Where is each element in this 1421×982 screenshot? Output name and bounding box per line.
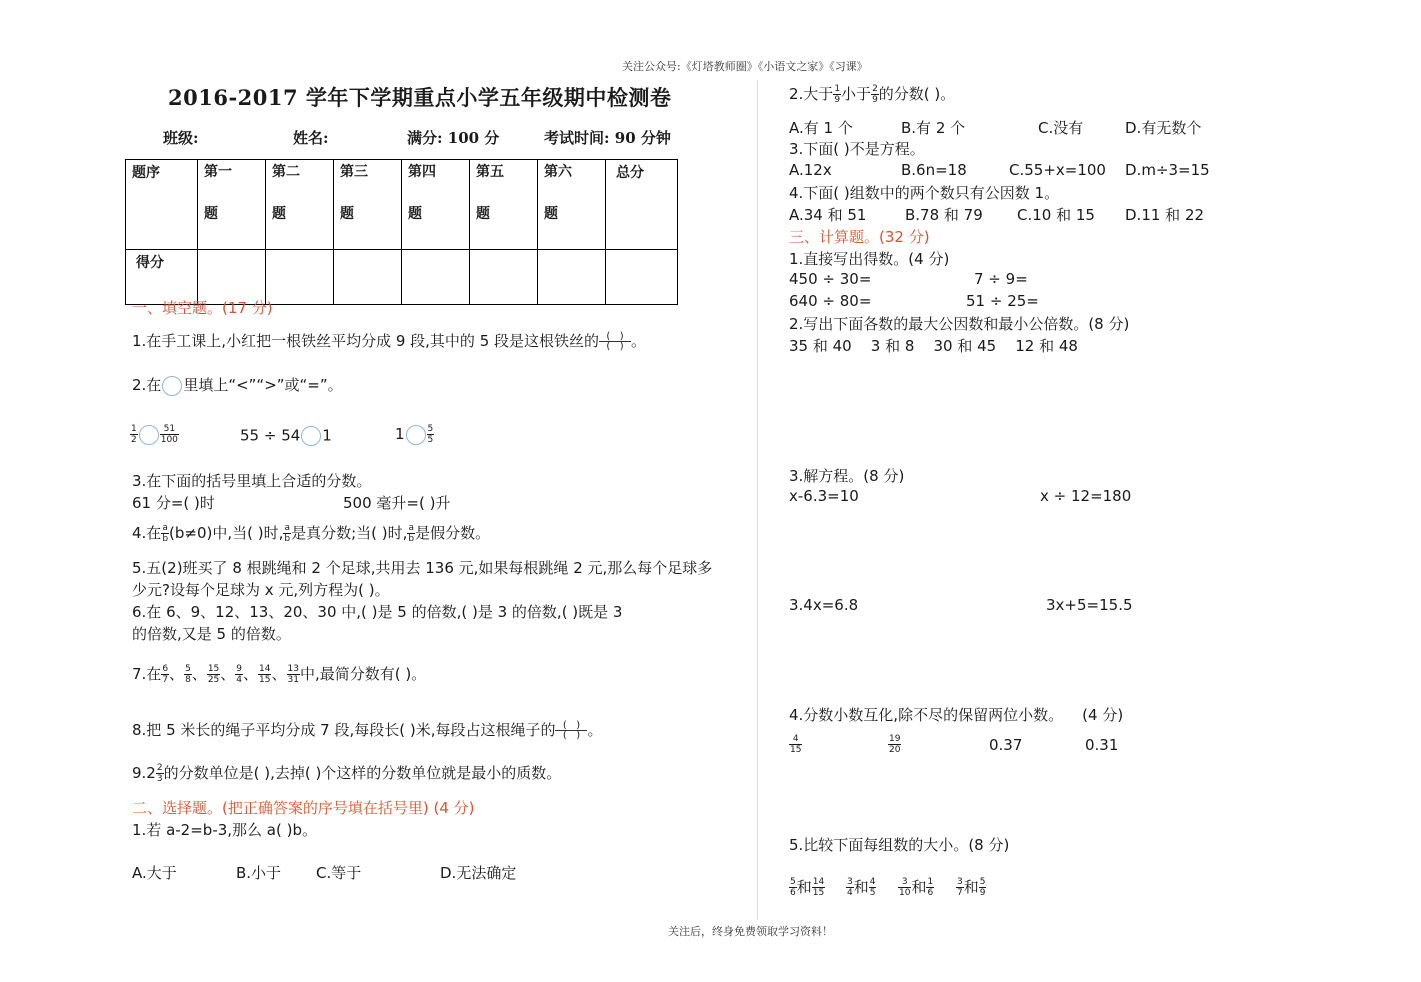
calc-1a: 450 ÷ 30=	[789, 270, 872, 288]
choice-1-opt-d: D.无法确定	[440, 864, 517, 882]
footer-note: 关注后，终身免费领取学习资料！	[668, 925, 833, 938]
fraction: $\frac{3}{10}$	[899, 877, 911, 898]
choice-2-opt-a: A.有 1 个	[789, 119, 853, 137]
calc-1b: 7 ÷ 9=	[974, 270, 1028, 288]
score-header-cell: 第二 题	[266, 160, 334, 250]
question-2-items	[130, 424, 179, 445]
score-cell[interactable]	[470, 250, 538, 305]
q2-text: 2.在	[132, 376, 162, 394]
calc-3a: x-6.3=10	[789, 487, 859, 505]
score-table	[125, 159, 678, 305]
question-6b: 的倍数,又是 5 的倍数。	[132, 625, 291, 643]
calc-4-item-2	[888, 734, 901, 755]
choice-3-opt-a: A.12x	[789, 161, 832, 179]
choice-2-opt-d: D.有无数个	[1125, 119, 1202, 137]
choice-3-opt-d: D.m÷3=15	[1125, 161, 1210, 179]
choice-2-opt-b: B.有 2 个	[901, 119, 966, 137]
choice-1-opt-b: B.小于	[236, 864, 282, 882]
question-2-item-2: 55 ÷ 54 1	[240, 426, 332, 445]
question-8: 8.把 5 米长的绳子平均分成 7 段,每段长( )米,每段占这根绳子的 ( ) ( ) 。	[132, 720, 603, 741]
compare-circle[interactable]	[162, 376, 182, 396]
fraction: $\frac{2}{9}$	[872, 84, 878, 105]
fraction: $\frac{5}{8}$	[185, 664, 191, 685]
question-7: 7.在 $\frac{6}{7}$ 、 $\frac{5}{8}$ 、 $\frac{15}{25}$ 、 $\frac{9}{4}$ 、 $\frac{14}{15}$ 、 $\frac{13}{31}$ 中,最简分数有( )。	[132, 664, 427, 685]
score-cell[interactable]	[402, 250, 470, 305]
fraction: $\frac{9}{4}$	[236, 664, 243, 685]
calc-4-items	[789, 734, 802, 755]
score-cell[interactable]	[606, 250, 678, 305]
calc-1d: 51 ÷ 25=	[966, 292, 1039, 310]
question-5b: 少元?设每个足球为 x 元,列方程为( )。	[132, 581, 390, 599]
calc-3d: 3x+5=15.5	[1046, 596, 1133, 614]
fraction: $\frac{1}{6}$	[927, 877, 934, 898]
calc-5-pair-1: $\frac{5}{6}$ 和 $\frac{14}{15}$	[790, 877, 825, 898]
choice-4-opt-b: B.78 和 79	[905, 206, 983, 224]
choice-4: 4.下面( )组数中的两个数只有公因数 1。	[789, 184, 1060, 202]
choice-3-opt-c: C.55+x=100	[1009, 161, 1106, 179]
section-choice: 二、选择题。(把正确答案的序号填在括号里) (4 分)	[132, 799, 475, 817]
calc-1: 1.直接写出得数。(4 分)	[789, 250, 950, 268]
calc-5-pair-3: $\frac{3}{10}$ 和 $\frac{1}{6}$	[899, 877, 934, 898]
score-cell[interactable]	[538, 250, 606, 305]
compare-circle[interactable]	[139, 425, 159, 445]
question-2-item-3: 1 $\frac{5}{5}$	[395, 424, 434, 445]
choice-3-opt-b: B.6n=18	[901, 161, 967, 179]
calc-3: 3.解方程。(8 分)	[789, 467, 905, 485]
choice-1-opt-a: A.大于	[132, 864, 177, 882]
fraction: $\frac{a}{b}$	[284, 523, 291, 544]
calc-1c: 640 ÷ 80=	[789, 292, 872, 310]
score-cell[interactable]	[334, 250, 402, 305]
score-header-cell: 第六 题	[538, 160, 606, 250]
choice-4-opt-d: D.11 和 22	[1125, 206, 1205, 224]
score-header-cell: 第四 题	[402, 160, 470, 250]
fraction: $\frac{14}{15}$	[812, 877, 825, 898]
score-cell[interactable]	[266, 250, 334, 305]
calc-2a: 35 和 40 3 和 8 30 和 45 12 和 48	[789, 337, 1078, 355]
full-score-label: 满分: 100 分	[407, 129, 500, 147]
compare-circle[interactable]	[301, 426, 321, 446]
fraction: $\frac{6}{7}$	[162, 664, 169, 685]
question-2	[132, 374, 343, 396]
fraction: $\frac{2}{3}$	[156, 763, 163, 784]
compare-circle[interactable]	[406, 425, 426, 445]
fraction: $\frac{3}{4}$	[847, 877, 853, 898]
fraction: $\frac{19}{20}$	[889, 734, 901, 755]
blank-fraction[interactable]: ( ) ( )	[555, 721, 587, 740]
question-3a: 61 分=( )时	[132, 494, 215, 512]
question-1: 1.在手工课上,小红把一根铁丝平均分成 9 段,其中的 5 段是这根铁丝的 ( ) ( ) 。	[132, 331, 647, 352]
question-5a: 5.五(2)班买了 8 根跳绳和 2 个足球,共用去 136 元,如果每根跳绳 2 元,那么每个足球多	[132, 559, 713, 577]
exam-time-label: 考试时间: 90 分钟	[544, 129, 671, 147]
header-note: 关注公众号:《灯塔教师圈》《小语文之家》《习课》	[622, 60, 868, 73]
question-3b: 500 毫升=( )升	[343, 494, 451, 512]
question-6a: 6.在 6、9、12、13、20、30 中,( )是 5 的倍数,( )是 3 的倍数,( )既是 3	[132, 603, 623, 621]
section-fill-blank: 一、填空题。(17 分)	[132, 299, 273, 317]
calc-3b: x ÷ 12=180	[1040, 487, 1132, 505]
question-4: 4.在 $\frac{a}{b}$ (b≠0)中,当( )时, $\frac{a}{b}$ 是真分数;当( )时, $\frac{a}{b}$ 是假分数。	[132, 523, 491, 544]
score-header-cell: 第三 题	[334, 160, 402, 250]
q2-text-b: 里填上“<”“>”或“=”。	[183, 376, 343, 394]
choice-2-opt-c: C.没有	[1038, 119, 1084, 137]
choice-4-opt-a: A.34 和 51	[789, 206, 867, 224]
fraction: $\frac{4}{15}$	[790, 734, 802, 755]
choice-4-opt-c: C.10 和 15	[1017, 206, 1095, 224]
fraction: $\frac{15}{25}$	[207, 664, 220, 685]
fraction: $\frac{5}{5}$	[427, 424, 434, 445]
fraction: $\frac{51}{100}$	[160, 424, 178, 445]
column-divider	[757, 80, 758, 920]
score-row-label: 得分	[126, 250, 198, 305]
calc-2: 2.写出下面各数的最大公因数和最小公倍数。(8 分)	[789, 315, 1130, 333]
score-header-cell: 第一 题	[198, 160, 266, 250]
fraction: $\frac{5}{6}$	[790, 877, 796, 898]
calc-5: 5.比较下面每组数的大小。(8 分)	[789, 836, 1010, 854]
fraction: $\frac{3}{7}$	[957, 877, 963, 898]
q1-text: 1.在手工课上,小红把一根铁丝平均分成 9 段,其中的 5 段是这根铁丝的	[132, 332, 600, 350]
fraction: $\frac{4}{5}$	[869, 877, 876, 898]
question-3: 3.在下面的括号里填上合适的分数。	[132, 472, 372, 490]
calc-4c: 0.37	[989, 736, 1023, 754]
name-label: 姓名:	[293, 129, 329, 147]
fraction: $\frac{a}{b}$	[408, 523, 415, 544]
calc-4d: 0.31	[1085, 736, 1119, 754]
choice-2: 2.大于 $\frac{1}{9}$ 小于 $\frac{2}{9}$ 的分数( )。	[789, 84, 956, 105]
blank-fraction[interactable]: ( ) ( )	[599, 332, 631, 351]
fraction: $\frac{1}{9}$	[834, 84, 841, 105]
exam-title: 2016-2017 学年下学期重点小学五年级期中检测卷	[168, 85, 672, 110]
question-9: 9.2 $\frac{2}{3}$ 的分数单位是( ),去掉( )个这样的分数单位就是最小的质数。	[132, 763, 562, 784]
score-header-cell: 第五 题	[470, 160, 538, 250]
section-calc: 三、计算题。(32 分)	[789, 228, 930, 246]
calc-5-pair-2: $\frac{3}{4}$ 和 $\frac{4}{5}$	[847, 877, 876, 898]
fraction: $\frac{13}{31}$	[287, 664, 299, 685]
score-header-cell: 总分	[606, 160, 678, 250]
fraction: $\frac{1}{2}$	[131, 424, 137, 445]
calc-5-pair-4: $\frac{3}{7}$ 和 $\frac{5}{9}$	[957, 877, 986, 898]
score-header-cell: 题序	[126, 160, 198, 250]
choice-1-opt-c: C.等于	[316, 864, 362, 882]
calc-4: 4.分数小数互化,除不尽的保留两位小数。 (4 分)	[789, 706, 1124, 724]
class-label: 班级:	[163, 129, 199, 147]
choice-1: 1.若 a-2=b-3,那么 a( )b。	[132, 821, 317, 839]
fraction: $\frac{5}{9}$	[979, 877, 986, 898]
calc-3c: 3.4x=6.8	[789, 596, 859, 614]
fraction: $\frac{14}{15}$	[259, 664, 271, 685]
fraction: $\frac{a}{b}$	[162, 523, 169, 544]
choice-3: 3.下面( )不是方程。	[789, 140, 925, 158]
